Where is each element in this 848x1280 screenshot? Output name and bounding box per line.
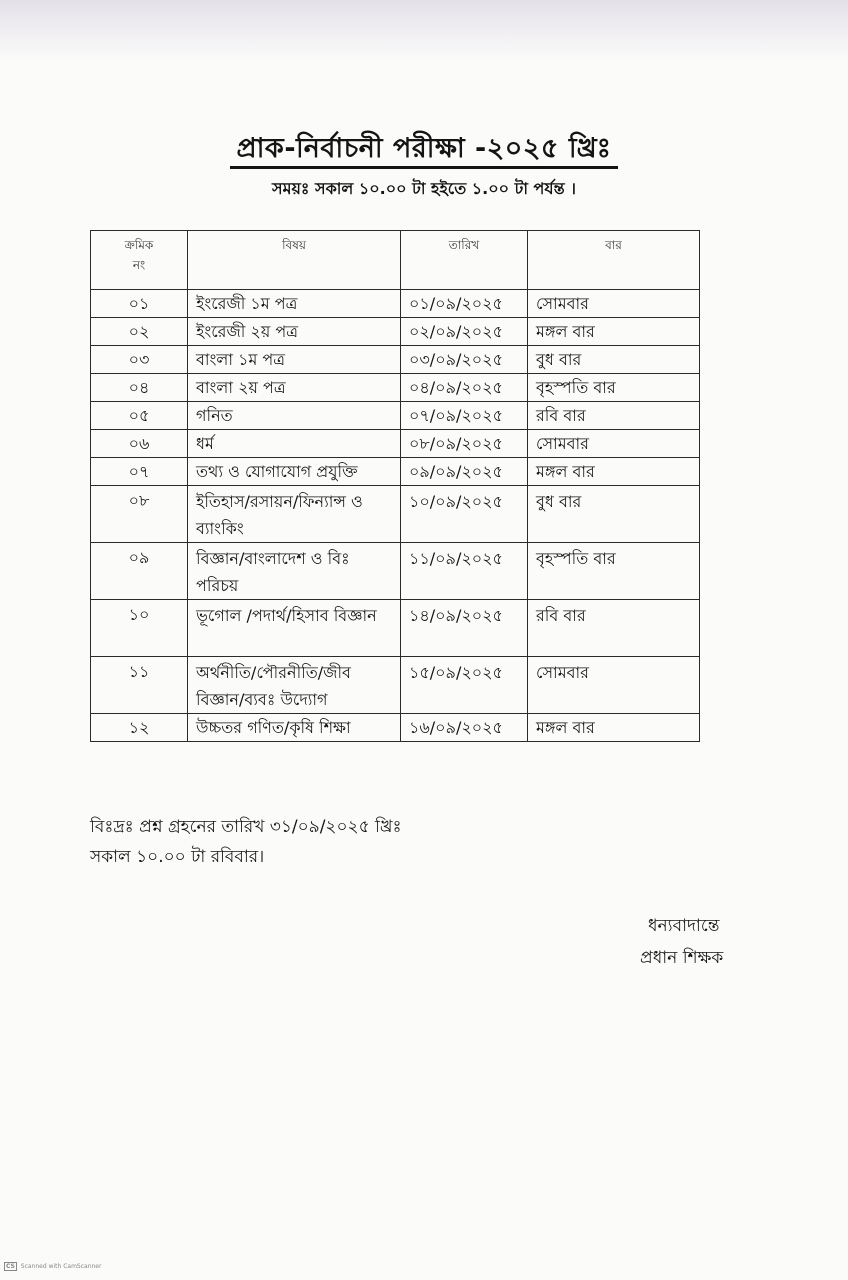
scanner-watermark [4,1263,101,1270]
table-row [91,318,700,346]
header-serial: ক্রমিক নং [91,231,188,290]
note-line-2: সকাল ১০.০০ টা রবিবার। [90,847,265,867]
row-subject: তথ্য ও যোগাযোগ প্রযুক্তি [188,458,401,486]
row-day: মঙ্গল বার [528,318,700,346]
row-date: ১১/০৯/২০২৫ [401,543,528,600]
row-day: রবি বার [528,600,700,657]
row-serial: ০৮ [91,486,188,543]
scan-shade [0,0,848,60]
table-row [91,657,700,714]
row-subject: অর্থনীতি/পৌরনীতি/জীব বিজ্ঞান/ব্যবঃ উদ্যোগ [188,657,401,714]
row-date: ০৪/০৯/২০২৫ [401,374,528,402]
row-date: ০৮/০৯/২০২৫ [401,430,528,458]
table-row [91,402,700,430]
row-date: ১৬/০৯/২০২৫ [401,714,528,742]
row-day: মঙ্গল বার [528,458,700,486]
header-day: বার [528,231,700,290]
row-subject: বিজ্ঞান/বাংলাদেশ ও বিঃ পরিচয় [188,543,401,600]
row-day: রবি বার [528,402,700,430]
header-date: তারিখ [401,231,528,290]
table-row [91,346,700,374]
signature-block [640,910,723,974]
row-day: সোমবার [528,290,700,318]
row-day: মঙ্গল বার [528,714,700,742]
row-day: বুধ বার [528,346,700,374]
scanner-text: Scanned with CamScanner [20,1263,102,1270]
row-day: বুধ বার [528,486,700,543]
table-row [91,374,700,402]
row-serial: ১০ [91,600,188,657]
exam-note [90,812,402,872]
row-day: বৃহস্পতি বার [528,374,700,402]
table-row [91,600,700,657]
exam-schedule-table [90,230,700,742]
row-subject: গনিত [188,402,401,430]
exam-time: সময়ঃ সকাল ১০.০০ টা হইতে ১.০০ টা পর্যন্ত । [272,179,576,198]
row-date: ০৭/০৯/২০২৫ [401,402,528,430]
row-date: ১৫/০৯/২০২৫ [401,657,528,714]
row-date: ০১/০৯/২০২৫ [401,290,528,318]
row-subject: ইংরেজী ১ম পত্র [188,290,401,318]
header-subject: বিষয় [188,231,401,290]
camscanner-logo-icon: CS [6,1263,15,1270]
row-date: ০৩/০৯/২০২৫ [401,346,528,374]
table-row [91,430,700,458]
row-serial: ০৭ [91,458,188,486]
row-subject: ইংরেজী ২য় পত্র [188,318,401,346]
signature-title: প্রধান শিক্ষক [640,948,724,968]
row-day: বৃহস্পতি বার [528,543,700,600]
table-row [91,458,700,486]
row-subject: ধর্ম [188,430,401,458]
row-date: ১৪/০৯/২০২৫ [401,600,528,657]
table-row [91,486,700,543]
row-date: ০৯/০৯/২০২৫ [401,458,528,486]
row-subject: উচ্চতর গণিত/কৃষি শিক্ষা [188,714,401,742]
row-serial: ০৩ [91,346,188,374]
row-serial: ১২ [91,714,188,742]
row-subject: বাংলা ২য় পত্র [188,374,401,402]
row-date: ১০/০৯/২০২৫ [401,486,528,543]
row-subject: বাংলা ১ম পত্র [188,346,401,374]
note-line-1: বিঃদ্রঃ প্রশ্ন গ্রহনের তারিখ ৩১/০৯/২০২৫ খ্রিঃ [90,817,402,837]
row-subject: ভূগোল /পদার্থ/হিসাব বিজ্ঞান [188,600,401,657]
table-row [91,543,700,600]
table-header-row [91,231,700,290]
row-serial: ০১ [91,290,188,318]
row-day: সোমবার [528,430,700,458]
row-serial: ০৯ [91,543,188,600]
table-row [91,290,700,318]
row-day: সোমবার [528,657,700,714]
table-row [91,714,700,742]
row-date: ০২/০৯/২০২৫ [401,318,528,346]
row-subject: ইতিহাস/রসায়ন/ফিন্যান্স ও ব্যাংকিং [188,486,401,543]
exam-title: প্রাক-নির্বাচনী পরীক্ষা -২০২৫ খ্রিঃ [0,128,848,173]
row-serial: ০৪ [91,374,188,402]
row-serial: ১১ [91,657,188,714]
row-serial: ০৬ [91,430,188,458]
signature-thanks: ধন্যবাদান্তে [648,916,720,936]
row-serial: ০২ [91,318,188,346]
row-serial: ০৫ [91,402,188,430]
